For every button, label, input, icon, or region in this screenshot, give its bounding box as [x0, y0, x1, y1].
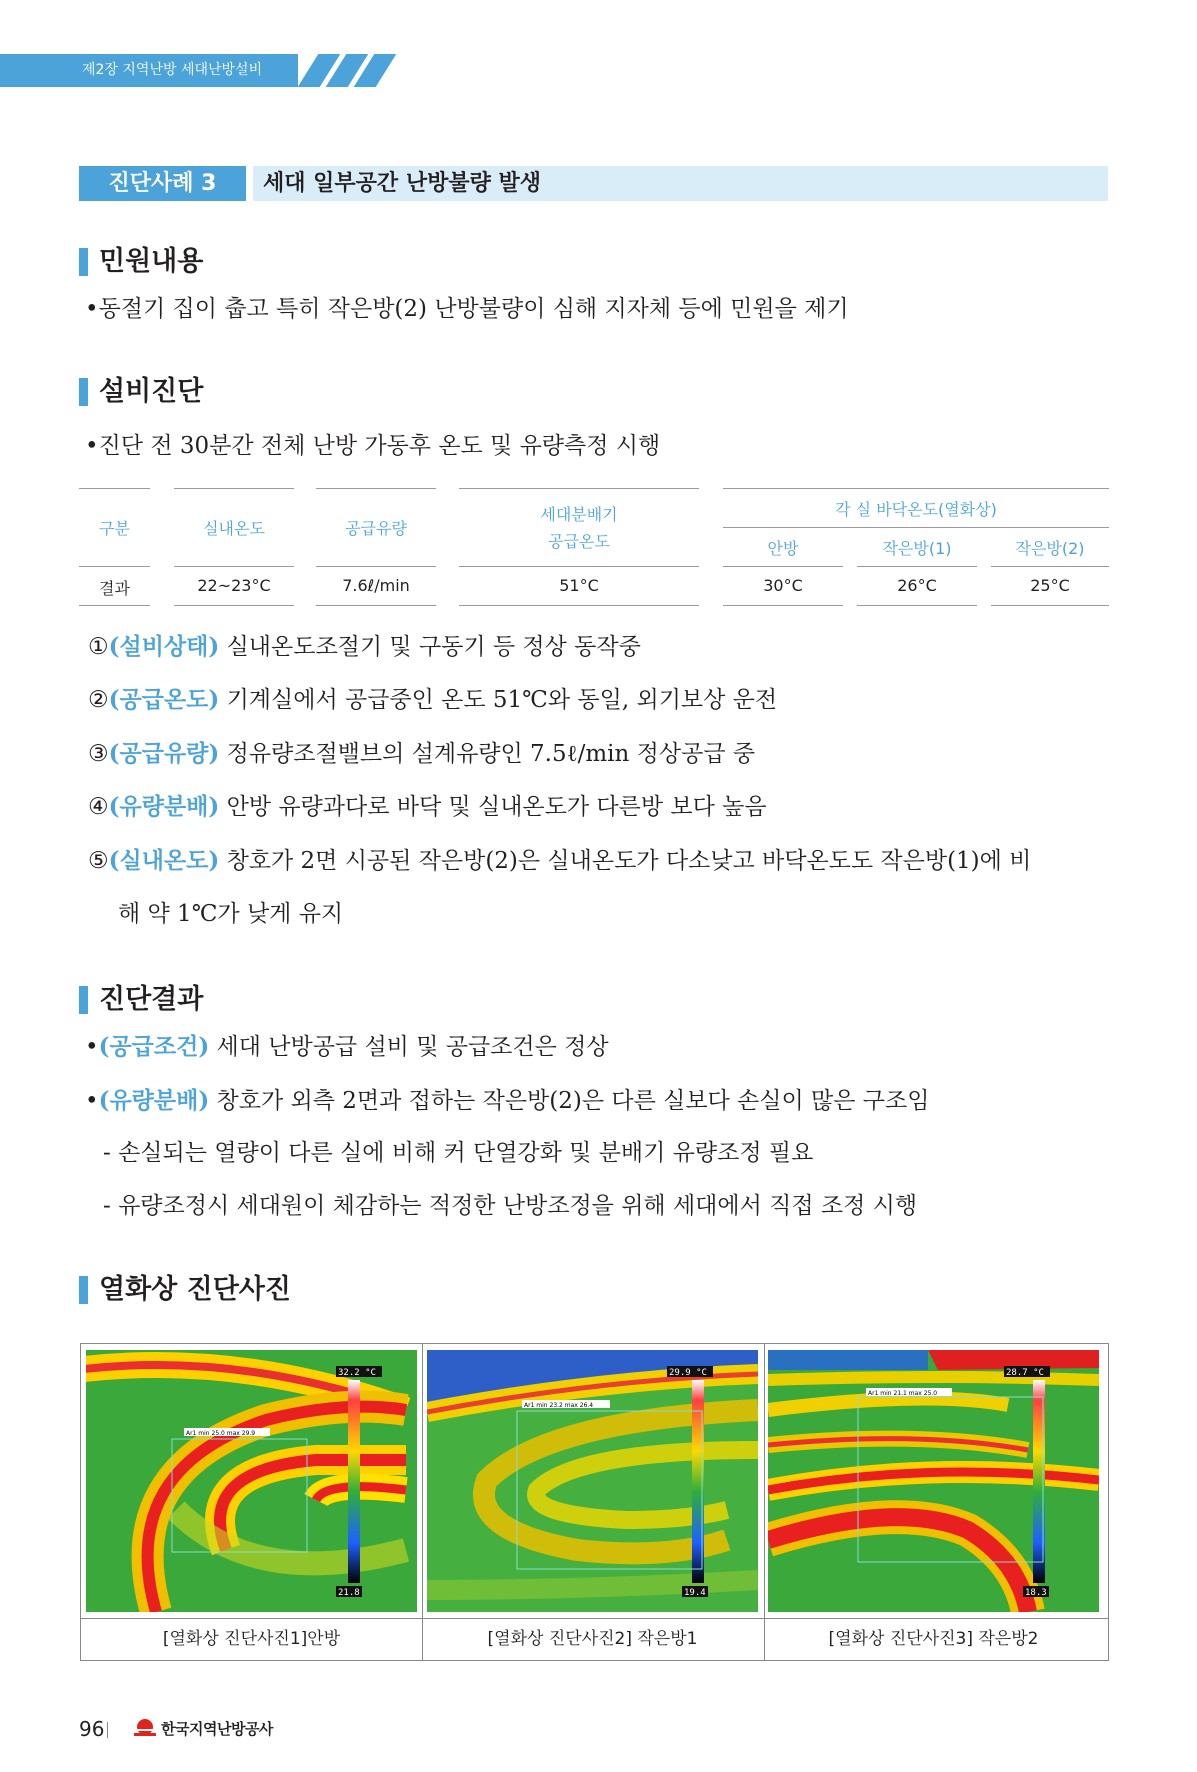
org-name: 한국지역난방공사 [161, 1720, 273, 1738]
table-cell: 25°C [1030, 576, 1070, 595]
photo-caption: [열화상 진단사진1]안방 [162, 1629, 341, 1649]
section-heading: 진단결과 [99, 984, 204, 1015]
result-bullet: •(공급조건) 세대 난방공급 설비 및 공급조건은 정상 [85, 1033, 609, 1060]
result-detail: - 유량조정시 세대원이 체감하는 적정한 난방조정을 위해 세대에서 직접 조정 시행 [103, 1193, 918, 1219]
complaint-bullet: •동절기 집이 춥고 특히 작은방(2) 난방불량이 심해 지자체 등에 민원을 제기 [85, 296, 849, 322]
section-marker [79, 378, 88, 406]
table-cell: 26°C [897, 576, 937, 595]
table-header: 세대분배기 [540, 505, 618, 524]
scale-min: 18.3 [1025, 1588, 1047, 1598]
case-label: 진단사례 3 [79, 166, 246, 201]
diagnosis-item: ①(설비상태) 실내온도조절기 및 구동기 등 정상 동작중 [88, 633, 641, 660]
diagnosis-bullet: •진단 전 30분간 전체 난방 가동후 온도 및 유량측정 시행 [85, 433, 661, 459]
diagnosis-item-continuation: 해 약 1℃가 낮게 유지 [118, 901, 344, 927]
table-header: 각 실 바닥온도(열화상) [835, 500, 997, 519]
thermal-image-2 [427, 1350, 758, 1612]
scale-max: 32.2 °C [338, 1368, 376, 1378]
diagnosis-item: ⑤(실내온도) 창호가 2면 시공된 작은방(2)은 실내온도가 다소낮고 바닥온도도 작은방(1)에 비 [88, 847, 1032, 874]
section-marker [79, 986, 88, 1014]
table-header: 공급유량 [345, 519, 407, 538]
case-title: 세대 일부공간 난방불량 발생 [253, 166, 1108, 201]
roi-label: Ar1 min 23.2 max 26.4 [524, 1402, 594, 1409]
table-cell: 30°C [763, 576, 803, 595]
section-heading: 열화상 진단사진 [99, 1274, 291, 1305]
table-header: 실내온도 [203, 519, 265, 538]
diagnosis-item: ④(유량분배) 안방 유량과다로 바닥 및 실내온도가 다른방 보다 높음 [88, 793, 767, 820]
scale-min: 19.4 [684, 1588, 706, 1598]
scale-min: 21.8 [338, 1588, 360, 1598]
scale-max: 29.9 °C [669, 1368, 707, 1378]
table-header: 작은방(1) [882, 539, 952, 558]
org-logo-icon [133, 1717, 157, 1743]
table-header: 작은방(2) [1015, 539, 1085, 558]
table-header: 공급온도 [548, 532, 610, 551]
table-header: 구분 [99, 519, 130, 538]
roi-label: Ar1 min 25.0 max 29.9 [186, 1430, 256, 1437]
section-marker [79, 1276, 88, 1304]
result-detail: - 손실되는 열량이 다른 실에 비해 커 단열강화 및 분배기 유량조정 필요 [103, 1140, 814, 1166]
photo-caption: [열화상 진단사진2] 작은방1 [487, 1629, 698, 1649]
diagnosis-item: ③(공급유량) 정유량조절밸브의 설계유량인 7.5ℓ/min 정상공급 중 [88, 740, 756, 767]
table-cell: 51°C [559, 576, 599, 595]
photo-caption: [열화상 진단사진3] 작은방2 [828, 1629, 1039, 1649]
chapter-header: 제2장 지역난방 세대난방설비 [82, 62, 263, 78]
section-heading: 민원내용 [99, 246, 204, 277]
section-marker [79, 248, 88, 276]
roi-label: Ar1 min 21.1 max 25.0 [868, 1390, 938, 1397]
thermal-image-1 [86, 1350, 417, 1612]
section-heading: 설비진단 [99, 376, 204, 407]
table-cell: 7.6ℓ/min [342, 576, 410, 595]
scale-max: 28.7 °C [1006, 1368, 1044, 1378]
thermal-image-3 [768, 1350, 1099, 1612]
table-cell: 결과 [99, 579, 130, 598]
diagnosis-item: ②(공급온도) 기계실에서 공급중인 온도 51℃와 동일, 외기보상 운전 [88, 686, 778, 713]
result-bullet: •(유량분배) 창호가 외측 2면과 접하는 작은방(2)은 다른 실보다 손실이 많은 구조임 [85, 1087, 930, 1114]
table-cell: 22~23°C [197, 576, 271, 595]
page-number: 96 [79, 1717, 105, 1741]
table-header: 안방 [767, 539, 799, 558]
